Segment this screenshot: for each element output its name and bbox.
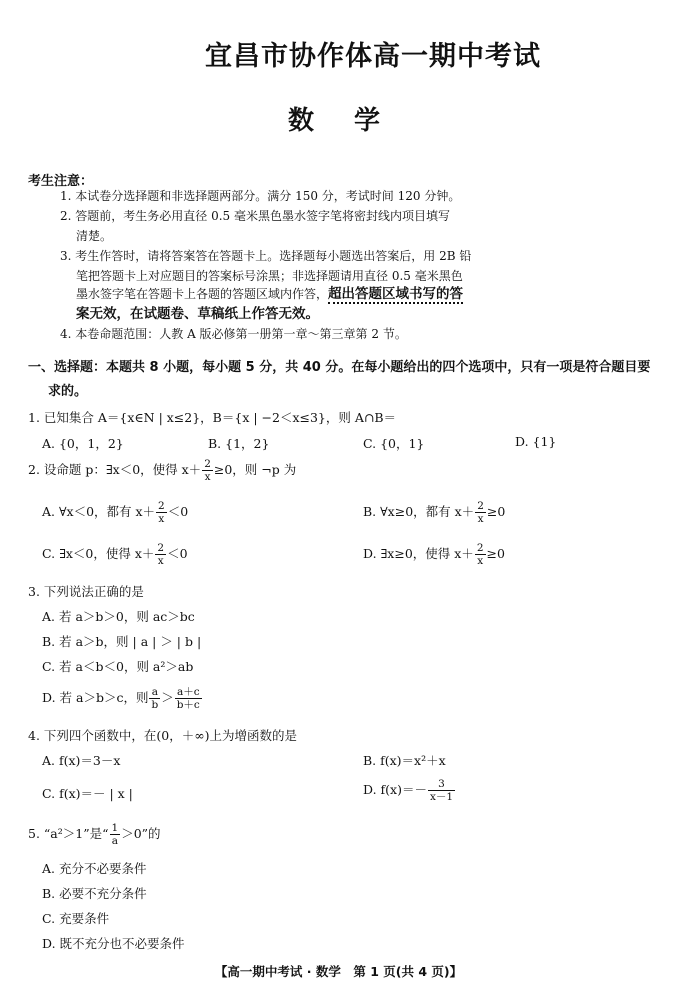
question-2-option-a (42, 500, 188, 525)
option-text-post: ≥0 (486, 504, 506, 519)
fraction-numerator: a＋c (175, 686, 202, 699)
fraction (475, 542, 486, 567)
question-1-option-a: A. {0，1，2} (42, 436, 124, 451)
fraction-numerator: 2 (477, 500, 484, 512)
question-1-option-d: D. {1} (515, 434, 557, 449)
fraction-denominator: x－1 (429, 791, 454, 803)
question-1-option-b: B. {1，2} (208, 436, 270, 451)
question-5-option-a: A. 充分不必要条件 (42, 861, 147, 876)
section-heading-line-1: 一、选择题：本题共 8 小题，每小题 5 分，共 40 分。在每小题给出的四个选项中，只有一项是符合题目要 (28, 360, 651, 375)
notice-heading: 考生注意： (28, 174, 94, 189)
fraction-denominator: x (204, 471, 211, 483)
fraction-numerator: 2 (476, 542, 484, 554)
fraction-denominator: x (477, 513, 484, 525)
fraction-numerator: a (149, 686, 160, 699)
question-1-stem: 1. 已知集合 A＝{x∈N | x≤2}，B＝{x | −2＜x≤3}，则 A∩B＝ (28, 410, 397, 425)
notice-item-3-line-2: 笔把答题卡上对应题目的答案标号涂黑；非选择题请用直径 0.5 毫米黑色 (76, 269, 463, 283)
fraction-numerator: 2 (204, 458, 211, 470)
question-4-option-d (363, 778, 456, 803)
option-text: D. ∃x≥0，使得 x＋ (363, 546, 474, 561)
fraction-denominator: x (157, 555, 164, 567)
fraction-numerator: 1 (111, 822, 119, 834)
notice-item-3-line-3 (76, 284, 463, 304)
fraction-denominator: b (151, 699, 159, 711)
fraction-numerator: 2 (158, 500, 165, 512)
question-3-option-c: C. 若 a＜b＜0，则 a²＞ab (42, 659, 194, 674)
question-5-option-c: C. 充要条件 (42, 911, 110, 926)
question-5-stem-post: ＞0”的 (121, 826, 161, 841)
comparison-sign: ＞ (161, 690, 174, 705)
question-5-stem-pre: 5. “a²＞1”是“ (28, 826, 109, 841)
question-5-option-d: D. 既不充分也不必要条件 (42, 936, 185, 951)
question-2-stem-pre: 2. 设命题 p：∃x＜0，使得 x＋ (28, 462, 202, 477)
option-text: D. 若 a＞b＞c，则 (42, 690, 149, 705)
notice-item-2-line-1: 2. 答题前，考生务必用直径 0.5 毫米黑色墨水签字笔将密封线内项目填写 (60, 209, 450, 223)
fraction-denominator: b＋c (176, 699, 200, 711)
question-2-stem-post: ≥0，则 ¬p 为 (213, 462, 297, 477)
fraction (428, 778, 455, 803)
notice-item-1: 1. 本试卷分选择题和非选择题两部分。满分 150 分，考试时间 120 分钟。 (60, 189, 461, 203)
question-1-option-c: C. {0，1} (363, 436, 425, 451)
notice-item-2-line-2: 清楚。 (76, 229, 113, 243)
option-text: A. ∀x＜0，都有 x＋ (42, 504, 156, 519)
option-text-post: ＜0 (167, 504, 189, 519)
option-text-post: ≥0 (486, 546, 505, 561)
fraction (475, 500, 486, 525)
question-2-stem (28, 458, 296, 483)
exam-title: 宜昌市协作体高一期中考试 (205, 41, 541, 72)
question-4-option-a: A. f(x)＝3－x (42, 753, 121, 768)
question-4-stem: 4. 下列四个函数中，在(0，＋∞)上为增函数的是 (28, 728, 298, 743)
fraction-numerator: 2 (157, 542, 165, 554)
question-2-option-c (42, 542, 188, 567)
question-3-option-b: B. 若 a＞b，则 | a | ＞ | b | (42, 634, 202, 649)
fraction-denominator: a (111, 835, 118, 847)
question-3-option-d (42, 686, 203, 711)
fraction-denominator: x (477, 555, 484, 567)
section-heading-line-2: 求的。 (48, 384, 88, 399)
fraction (155, 542, 166, 567)
fraction (175, 686, 202, 711)
notice-emphasis-text: 超出答题区域书写的答 (328, 286, 464, 302)
notice-item-3-plain-text: 墨水签字笔在答题卡上各题的答题区域内作答， (76, 287, 329, 301)
question-2-option-b (363, 500, 505, 525)
subject-title: 数学 (288, 106, 421, 136)
question-3-stem: 3. 下列说法正确的是 (28, 584, 144, 599)
notice-item-4: 4. 本卷命题范围：人教 A 版必修第一册第一章～第三章第 2 节。 (60, 327, 407, 341)
option-text-post: ＜0 (167, 546, 188, 561)
question-5-stem (28, 822, 161, 847)
fraction-denominator: x (158, 513, 165, 525)
fraction (156, 500, 167, 525)
fraction (149, 686, 160, 711)
fraction (110, 822, 121, 847)
notice-emphasis-text-2: 案无效，在试题卷、草稿纸上作答无效。 (76, 306, 319, 322)
question-3-option-a: A. 若 a＞b＞0，则 ac＞bc (42, 609, 195, 624)
section-heading (28, 356, 650, 404)
question-4-option-c: C. f(x)＝－ | x | (42, 786, 133, 801)
option-text: D. f(x)＝－ (363, 782, 427, 797)
option-text: B. ∀x≥0，都有 x＋ (363, 504, 475, 519)
fraction (202, 458, 213, 483)
question-2-option-d (363, 542, 505, 567)
fraction-numerator: 3 (428, 778, 455, 791)
notice-item-3-line-4 (76, 304, 319, 324)
question-5-option-b: B. 必要不充分条件 (42, 886, 147, 901)
question-4-option-b: B. f(x)＝x²＋x (363, 753, 446, 768)
page-footer: 【高一期中考试 · 数学 第 1 页(共 4 页)】 (214, 964, 463, 979)
option-text: C. ∃x＜0，使得 x＋ (42, 546, 155, 561)
notice-item-3-line-1: 3. 考生作答时，请将答案答在答题卡上。选择题每小题选出答案后，用 2B 铅 (60, 249, 472, 263)
